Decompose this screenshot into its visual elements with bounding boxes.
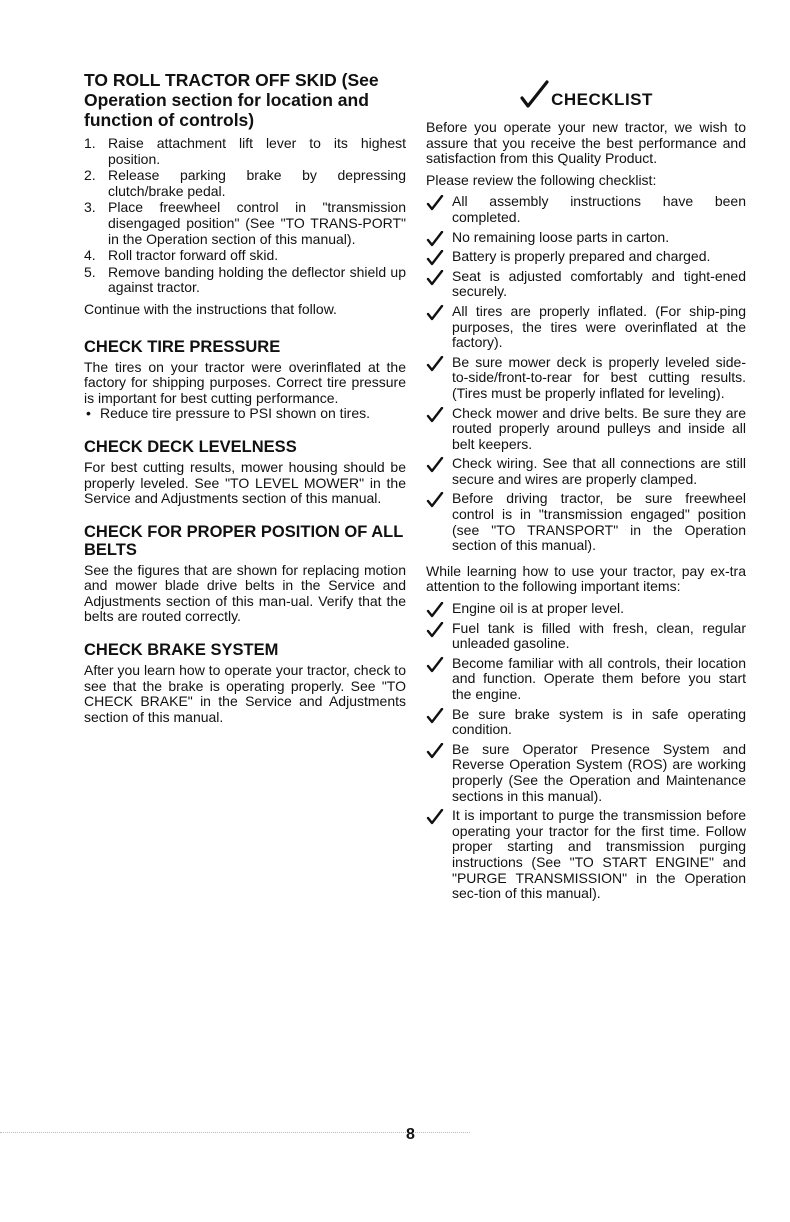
list-item: Check mower and drive belts. Be sure they are routed properly around pulleys and inside all belt keepers. <box>426 406 746 453</box>
list-item: Engine oil is at proper level. <box>426 601 746 617</box>
checkmark-icon <box>426 809 444 825</box>
checkmark-icon <box>426 743 444 759</box>
heading-belts: CHECK FOR PROPER POSITION OF ALL BELTS <box>84 522 404 559</box>
checkmark-icon <box>426 250 444 266</box>
list-item: All assembly instructions have been completed. <box>426 194 746 225</box>
page-number: 8 <box>406 1126 415 1143</box>
heading-tire-pressure: CHECK TIRE PRESSURE <box>84 337 281 356</box>
checklist-intro: Before you operate your new tractor, we wish to assure that you receive the best performance and satisfaction from this Quality Product. <box>426 119 746 167</box>
list-item: Be sure brake system is in safe operating condition. <box>426 707 746 738</box>
tire-bullet: • Reduce tire pressure to PSI shown on tires. <box>86 405 371 422</box>
heading-deck-levelness: CHECK DECK LEVELNESS <box>84 437 297 456</box>
list-item: 3. Place freewheel control in "transmission disengaged position" (See "TO TRANS-PORT" in the Operation section of this manual). <box>84 199 406 247</box>
deck-text: For best cutting results, mower housing should be properly leveled. See "TO LEVEL MOWER" in the Service and Adjustments section of this manual. <box>84 458 406 507</box>
checkmark-icon <box>426 602 444 618</box>
review-text: Please review the following checklist: <box>426 171 657 188</box>
list-item: Be sure mower deck is properly leveled side-to-side/front-to-rear for best cutting results. (Tires must be properly inflated for leveling). <box>426 355 746 402</box>
checklist-heading <box>426 80 746 110</box>
roll-steps-list <box>84 136 406 296</box>
checkmark-icon <box>426 270 444 286</box>
belts-text: See the figures that are shown for replacing motion and mower blade drive belts in the Service and Adjustments section of this man-ual. Verify that the belts are routed correctly. <box>84 561 406 625</box>
checkmark-icon <box>426 305 444 321</box>
list-item: Before driving tractor, be sure freewheel control is in "transmission engaged" position (see "TO TRANSPORT" in the Operation section of this manual). <box>426 491 746 553</box>
list-item: Become familiar with all controls, their location and function. Operate them before you start the engine. <box>426 656 746 703</box>
right-column <box>426 70 746 902</box>
checkmark-icon <box>426 457 444 473</box>
list-item: Fuel tank is filled with fresh, clean, regular unleaded gasoline. <box>426 621 746 652</box>
learning-text: While learning how to use your tractor, pay ex-tra attention to the following important items: <box>426 562 746 595</box>
list-item: Seat is adjusted comfortably and tight-ened securely. <box>426 269 746 300</box>
list-item: 4. Roll tractor forward off skid. <box>84 247 279 264</box>
list-item: No remaining loose parts in carton. <box>426 230 746 246</box>
list-item: 2. Release parking brake by depressing clutch/brake pedal. <box>84 167 406 199</box>
checkmark-icon <box>426 231 444 247</box>
checkmark-icon <box>519 80 549 110</box>
list-item: Battery is properly prepared and charged. <box>426 249 746 265</box>
scan-artifact-divider <box>0 1132 470 1134</box>
checkmark-icon <box>426 492 444 508</box>
learning-items <box>426 601 746 902</box>
checkmark-icon <box>426 657 444 673</box>
heading-roll-tractor: TO ROLL TRACTOR OFF SKID (See Operation section for location and function of controls) <box>84 70 379 130</box>
list-item: All tires are properly inflated. (For ship-ping purposes, the tires were overinflated at the factory). <box>426 304 746 351</box>
checkmark-icon <box>426 708 444 724</box>
checkmark-icon <box>426 407 444 423</box>
list-item: 5. Remove banding holding the deflector shield up against tractor. <box>84 263 406 296</box>
checkmark-icon <box>426 195 444 211</box>
left-column <box>84 70 406 725</box>
list-item: Check wiring. See that all connections are still secure and wires are properly clamped. <box>426 456 746 487</box>
checkmark-icon <box>426 356 444 372</box>
checkmark-icon <box>426 622 444 638</box>
list-item: Be sure Operator Presence System and Reverse Operation System (ROS) are working properly (See the Operation and Maintenance sections in this manual). <box>426 742 746 804</box>
list-item: It is important to purge the transmission before operating your tractor for the first time. Follow proper starting and transmission purging instructions (See "TO START ENGINE" and "PURGE TRANSMISSION" in the Operation sec-tion of this manual). <box>426 808 746 902</box>
list-item: 1. Raise attachment lift lever to its highest position. <box>84 135 406 167</box>
checklist-items <box>426 194 746 553</box>
tire-text: The tires on your tractor were overinflated at the factory for shipping purposes. Correct tire pressure is important for best cutting performance. <box>84 358 406 406</box>
heading-brake-system: CHECK BRAKE SYSTEM <box>84 641 279 660</box>
checklist-title: CHECKLIST <box>551 90 653 109</box>
continue-text: Continue with the instructions that follow. <box>84 300 337 317</box>
brake-text: After you learn how to operate your tractor, check to see that the brake is operating properly. See "TO CHECK BRAKE" in the Service and Adjustments section of this manual. <box>84 662 406 725</box>
